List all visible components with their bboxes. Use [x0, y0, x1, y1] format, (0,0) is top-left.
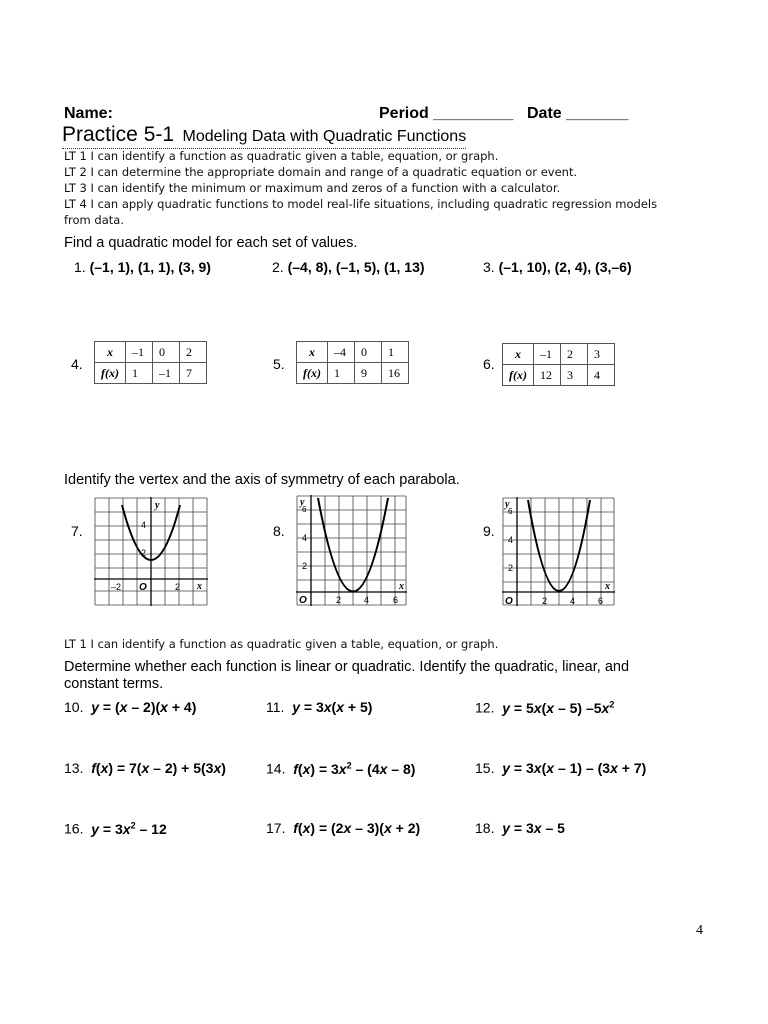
- tick-label: 6: [508, 507, 513, 516]
- tick-label: 6: [393, 595, 399, 605]
- section3-instruction: Determine whether each function is linear or quadratic. Identify the quadratic, linear, and: [64, 659, 630, 675]
- x-axis-label: x: [399, 581, 404, 592]
- x-header: x: [297, 342, 328, 363]
- table-row: [297, 363, 409, 384]
- tick-label: 2: [175, 582, 181, 592]
- lt-2: LT 2 I can determine the appropriate domain and range of a quadratic equation or event.: [64, 165, 578, 179]
- origin-label: O: [299, 595, 307, 606]
- table-cell: 3: [561, 365, 588, 386]
- grid: [503, 498, 614, 605]
- problem-10: 10. y = (x – 2)(x + 4): [64, 699, 197, 715]
- tick-label: 4: [141, 520, 147, 530]
- graph-problem-9: [502, 497, 616, 607]
- problem-5-number: 5.: [273, 356, 285, 372]
- problem-17: 17. f(x) = (2x – 3)(x + 2): [266, 820, 421, 836]
- x-axis-label: x: [605, 581, 610, 592]
- problem-2: [272, 259, 425, 275]
- table-cell: 3: [588, 344, 615, 365]
- problem-6-number: 6.: [483, 356, 495, 372]
- table-problem-4: [94, 341, 207, 384]
- fx-header: f(x): [95, 363, 126, 384]
- table-row: [297, 342, 409, 363]
- period-label: Period _________: [379, 105, 514, 122]
- problem-16: 16. $y = 3x^2 - 12$: [64, 820, 167, 837]
- table-cell: 16: [382, 363, 409, 384]
- section2-instruction: Identify the vertex and the axis of symmetry of each parabola.: [64, 472, 460, 488]
- tick-label: 4: [570, 596, 576, 606]
- table-cell: 0: [153, 342, 180, 363]
- y-axis-label: y: [505, 499, 510, 510]
- table-cell: –1: [153, 363, 180, 384]
- problem-15: 15. y = 3x(x – 1) – (3x + 7): [475, 760, 647, 776]
- page-number: 4: [696, 923, 703, 938]
- problem-8-number: 8.: [273, 523, 285, 539]
- table-row: [503, 365, 615, 386]
- table-cell: 2: [180, 342, 207, 363]
- tick-label: 2: [508, 563, 514, 573]
- problem-18: 18. y = 3x – 5: [475, 820, 565, 836]
- tick-label: 2: [141, 548, 147, 558]
- y-axis-label: y: [300, 497, 305, 508]
- lt-4: LT 4 I can apply quadratic functions to model real-life situations, including quadratic regression models: [64, 197, 658, 211]
- table-problem-6: [502, 343, 615, 386]
- problem-7-number: 7.: [71, 523, 83, 539]
- table-cell: 1: [328, 363, 355, 384]
- tick-label: 6: [598, 596, 604, 606]
- tick-label: 2: [542, 596, 548, 606]
- problem-11: 11. y = 3x(x + 5): [266, 699, 373, 715]
- graph-problem-8: [296, 495, 408, 607]
- table-cell: 12: [534, 365, 561, 386]
- table-problem-5: [296, 341, 409, 384]
- page-title: [62, 123, 466, 149]
- table-cell: –4: [328, 342, 355, 363]
- origin-label: O: [505, 596, 513, 607]
- problem-number: 3.: [483, 259, 495, 275]
- table-cell: 7: [180, 363, 207, 384]
- problem-text: (–1, 10), (2, 4), (3,–6): [498, 259, 632, 275]
- problem-3: [483, 259, 632, 275]
- table-cell: 1: [382, 342, 409, 363]
- tick-label: 4: [508, 535, 514, 545]
- section3-instruction-cont: constant terms.: [64, 676, 164, 692]
- tick-label: 6: [302, 505, 307, 514]
- lt-4-cont: from data.: [64, 213, 124, 227]
- tick-label: 2: [336, 595, 342, 605]
- name-label: Name:: [64, 105, 113, 122]
- table-row: [95, 342, 207, 363]
- tick-label: –2: [111, 582, 122, 592]
- date-label: Date _______: [527, 105, 629, 122]
- table-cell: –1: [534, 344, 561, 365]
- problem-12: 12. y = 5x(x – 5) $-5x^2$: [475, 699, 615, 716]
- lt-3: LT 3 I can identify the minimum or maximum and zeros of a function with a calculator.: [64, 181, 561, 195]
- x-axis-label: x: [197, 581, 202, 592]
- problem-text: (–1, 1), (1, 1), (3, 9): [89, 259, 211, 275]
- y-axis-label: y: [155, 500, 160, 511]
- problem-9-number: 9.: [483, 523, 495, 539]
- problem-4-number: 4.: [71, 356, 83, 372]
- problem-number: 2.: [272, 259, 284, 275]
- problem-14: 14. $f(x) = 3x^2 - (4x - 8)$: [266, 760, 416, 777]
- x-header: x: [503, 344, 534, 365]
- origin-label: O: [139, 582, 147, 593]
- table-cell: 9: [355, 363, 382, 384]
- problem-number: 1.: [74, 259, 86, 275]
- table-cell: 2: [561, 344, 588, 365]
- lt-1-repeat: LT 1 I can identify a function as quadratic given a table, equation, or graph.: [64, 637, 499, 651]
- problem-13: 13. f(x) = 7(x – 2) + 5(3x): [64, 760, 226, 776]
- title-main: Practice 5-1: [62, 123, 175, 146]
- fx-header: f(x): [503, 365, 534, 386]
- table-cell: –1: [126, 342, 153, 363]
- tick-label: 4: [302, 533, 308, 543]
- table-cell: 1: [126, 363, 153, 384]
- table-cell: 0: [355, 342, 382, 363]
- tick-label: 2: [302, 561, 308, 571]
- table-row: [95, 363, 207, 384]
- x-header: x: [95, 342, 126, 363]
- tick-label: 4: [364, 595, 370, 605]
- fx-header: f(x): [297, 363, 328, 384]
- table-cell: 4: [588, 365, 615, 386]
- grid: [297, 496, 406, 605]
- graph-problem-7: [94, 497, 210, 607]
- section1-instruction: Find a quadratic model for each set of values.: [64, 235, 358, 251]
- table-row: [503, 344, 615, 365]
- title-sub: Modeling Data with Quadratic Functions: [182, 128, 467, 145]
- problem-text: (–4, 8), (–1, 5), (1, 13): [287, 259, 425, 275]
- lt-1: LT 1 I can identify a function as quadratic given a table, equation, or graph.: [64, 149, 499, 163]
- problem-1: [74, 259, 211, 275]
